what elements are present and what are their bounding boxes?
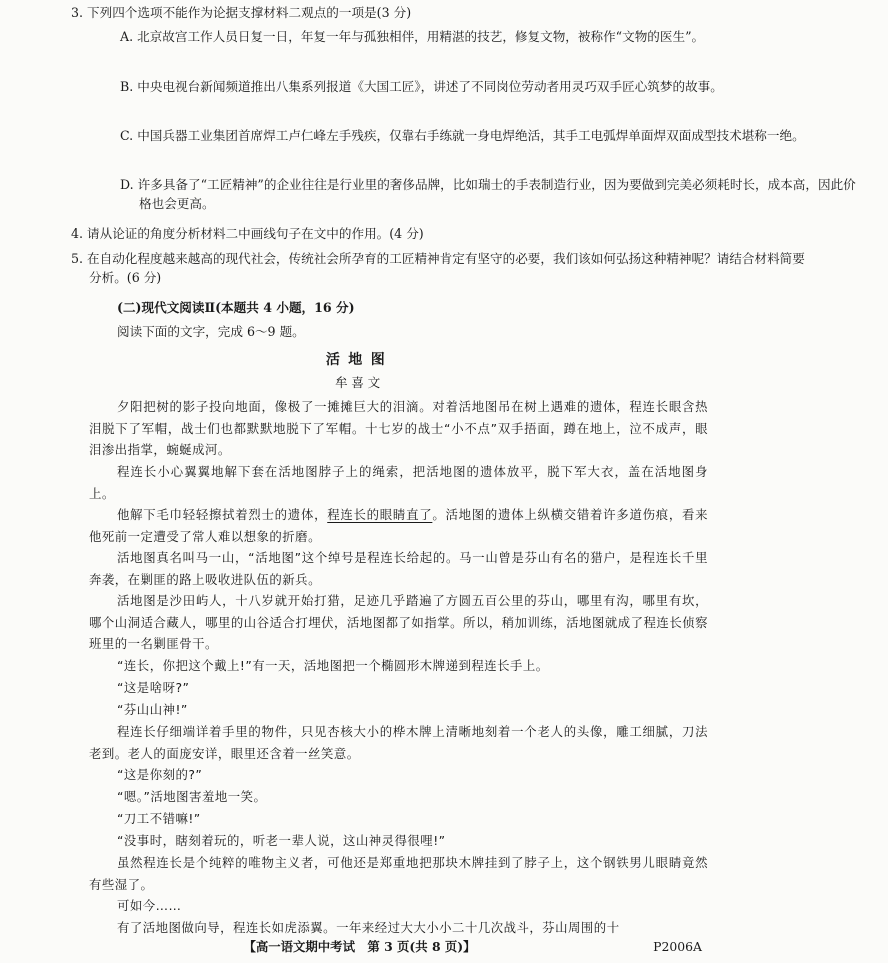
exam-code: P2006A — [653, 939, 702, 954]
story-paragraph-2: 程连长小心翼翼地解下套在活地图脖子上的绳索，把活地图的遗体放平，脱下军大衣，盖在活地图身上。 — [89, 464, 708, 501]
page-footer: 【高一语文期中考试 第 3 页(共 8 页)】 — [243, 939, 476, 954]
underlined-sentence: 程连长的眼睛直了 — [327, 507, 433, 522]
story-paragraph-3-after: 。活地图的遗体上纵横交错着许多道伤痕，看来他死前一定遭受了常人难以想象的折磨。 — [89, 507, 709, 544]
story-paragraph-11: “嗯。”活地图害羞地一笑。 — [117, 789, 267, 804]
question-5: 5. 在自动化程度越来越高的现代社会，传统社会所孕育的工匠精神肯定有坚守的必要，我们该如何弘扬这种精神呢？请结合材料简要分析。(6 分) — [71, 251, 805, 285]
story-paragraph-5: 活地图是沙田屿人，十八岁就开始打猎，足迹几乎踏遍了方圆五百公里的芬山，哪里有沟，哪里有坎，哪个山洞适合藏人，哪里的山谷适合打埋伏，活地图都了如指掌。所以，稍加训练，活地图就成了程连长侦察班里的一名剿匪骨干。 — [89, 593, 708, 652]
story-paragraph-10: “这是你刻的?” — [117, 767, 203, 782]
story-paragraph-8: “芬山山神!” — [117, 702, 188, 717]
story-paragraph-15: 可如今…… — [117, 898, 182, 913]
question-3-stem: 3. 下列四个选项不能作为论据支撑材料二观点的一项是(3 分) — [71, 5, 412, 20]
story-paragraph-1: 夕阳把树的影子投向地面，像极了一摊摊巨大的泪滴。对着活地图吊在树上遇难的遗体，程连长眼含热泪脱下了军帽，战士们也都默默地脱下了军帽。十七岁的战士“小不点”双手捂面，蹲在地上，泣不成声，眼泪渗出指掌，蜿蜒成河。 — [89, 399, 708, 458]
question-3-option-b: B. 中央电视台新闻频道推出八集系列报道《大国工匠》，讲述了不同岗位劳动者用灵巧双手匠心筑梦的故事。 — [120, 79, 723, 94]
story-paragraph-4: 活地图真名叫马一山，“活地图”这个绰号是程连长给起的。马一山曾是芬山有名的猎户，是程连长千里奔袭，在剿匪的路上吸收进队伍的新兵。 — [89, 550, 708, 587]
story-author: 牟喜文 — [334, 375, 385, 390]
story-paragraph-9: 程连长仔细端详着手里的物件，只见杏核大小的桦木牌上清晰地刻着一个老人的头像，雕工细腻，刀法老到。老人的面庞安详，眼里还含着一丝笑意。 — [89, 724, 708, 761]
story-paragraph-16: 有了活地图做向导，程连长如虎添翼。一年来经过大大小小二十几次战斗，芬山周围的十 — [117, 920, 620, 935]
story-paragraph-12: “刀工不错嘛!” — [117, 811, 201, 826]
story-paragraph-7: “这是啥呀?” — [117, 680, 190, 695]
story-paragraph-6: “连长，你把这个戴上!”有一天，活地图把一个椭圆形木牌递到程连长手上。 — [117, 658, 549, 673]
story-paragraph-13: “没事时，瞎刻着玩的，听老一辈人说，这山神灵得很哩!” — [117, 833, 446, 848]
question-3-option-a: A. 北京故宫工作人员日复一日，年复一年与孤独相伴，用精湛的技艺，修复文物，被称作“文物的医生”。 — [120, 29, 705, 44]
section-heading: (二)现代文阅读Ⅱ(本题共 4 小题，16 分) — [117, 300, 355, 315]
story-paragraph-3-before: 他解下毛巾轻轻擦拭着烈士的遗体， — [117, 507, 328, 522]
story-paragraph-14: 虽然程连长是个纯粹的唯物主义者，可他还是郑重地把那块木牌挂到了脖子上，这个钢铁男儿眼睛竟然有些湿了。 — [89, 855, 708, 892]
section-instruction: 阅读下面的文字，完成 6～9 题。 — [117, 324, 305, 339]
question-4: 4. 请从论证的角度分析材料二中画线句子在文中的作用。(4 分) — [71, 226, 424, 241]
question-3-option-d: D. 许多具备了“工匠精神”的企业往往是行业里的奢侈品牌，比如瑞士的手表制造行业，因为要做到完美必须耗时长，成本高，因此价格也会更高。 — [120, 177, 856, 211]
story-paragraph-3 — [89, 504, 708, 547]
story-title: 活地图 — [325, 352, 394, 368]
question-3-option-c: C. 中国兵器工业集团首席焊工卢仁峰左手残疾，仅靠右手练就一身电焊绝活，其手工电弧焊单面焊双面成型技术堪称一绝。 — [120, 128, 805, 143]
